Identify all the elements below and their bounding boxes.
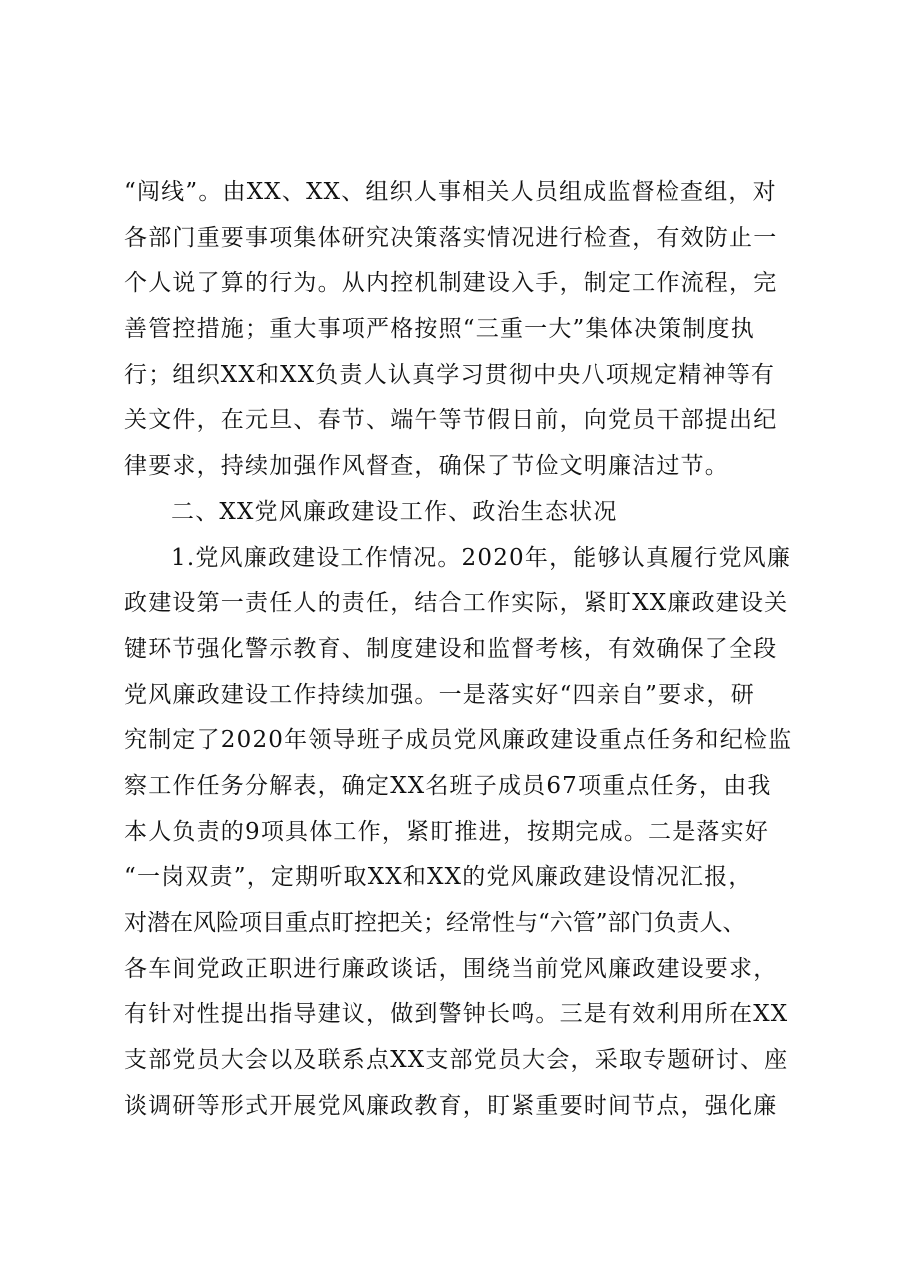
body-line: 有针对性提出指导建议，做到警钟长鸣。三是有效利用所在XX bbox=[124, 1001, 789, 1028]
body-line: “闯线”。由XX、XX、组织人事相关人员组成监督检查组，对 bbox=[124, 179, 777, 205]
body-line: 律要求，持续加强作风督查，确保了节俭文明廉洁过节。 bbox=[124, 453, 729, 480]
body-line: 谈调研等形式开展党风廉政教育，盯紧重要时间节点，强化廉 bbox=[124, 1092, 778, 1119]
body-line: 键环节强化警示教育、制度建设和监督考核，有效确保了全段 bbox=[124, 635, 778, 662]
body-line: 各部门重要事项集体研究决策落实情况进行检查，有效防止一 bbox=[124, 224, 778, 251]
body-line: 善管控措施；重大事项严格按照“三重一大”集体决策制度执 bbox=[124, 316, 755, 343]
body-line: 个人说了算的行为。从内控机制建设入手，制定工作流程，完 bbox=[124, 270, 778, 297]
body-line: 行；组织XX和XX负责人认真学习贯彻中央八项规定精神等有 bbox=[124, 361, 776, 388]
body-line: 究制定了2020年领导班子成员党风廉政建设重点任务和纪检监 bbox=[124, 727, 793, 754]
body-line: 本人负责的9项具体工作，紧盯推进，按期完成。二是落实好 bbox=[124, 818, 770, 845]
body-line: 察工作任务分解表，确定XX名班子成员67项重点任务，由我 bbox=[124, 772, 772, 799]
body-line: 政建设第一责任人的责任，结合工作实际，紧盯XX廉政建设关 bbox=[124, 590, 789, 617]
document-body bbox=[124, 170, 824, 1129]
body-line: “一岗双责”，定期听取XX和XX的党风廉政建设情况汇报， bbox=[124, 864, 753, 891]
body-line: 1.党风廉政建设工作情况。2020年，能够认真履行党风廉 bbox=[171, 544, 792, 571]
body-line: 对潜在风险项目重点盯控把关；经常性与“六管”部门负责人、 bbox=[124, 910, 746, 936]
section-heading: 二、XX党风廉政建设工作、政治生态状况 bbox=[171, 498, 618, 525]
body-line: 党风廉政建设工作持续加强。一是落实好“四亲自”要求，研 bbox=[124, 681, 755, 708]
body-line: 关文件，在元旦、春节、端午等节假日前，向党员干部提出纪 bbox=[124, 407, 778, 434]
body-line: 支部党员大会以及联系点XX支部党员大会，采取专题研讨、座 bbox=[124, 1047, 789, 1074]
body-line: 各车间党政正职进行廉政谈话，围绕当前党风廉政建设要求， bbox=[124, 955, 778, 982]
